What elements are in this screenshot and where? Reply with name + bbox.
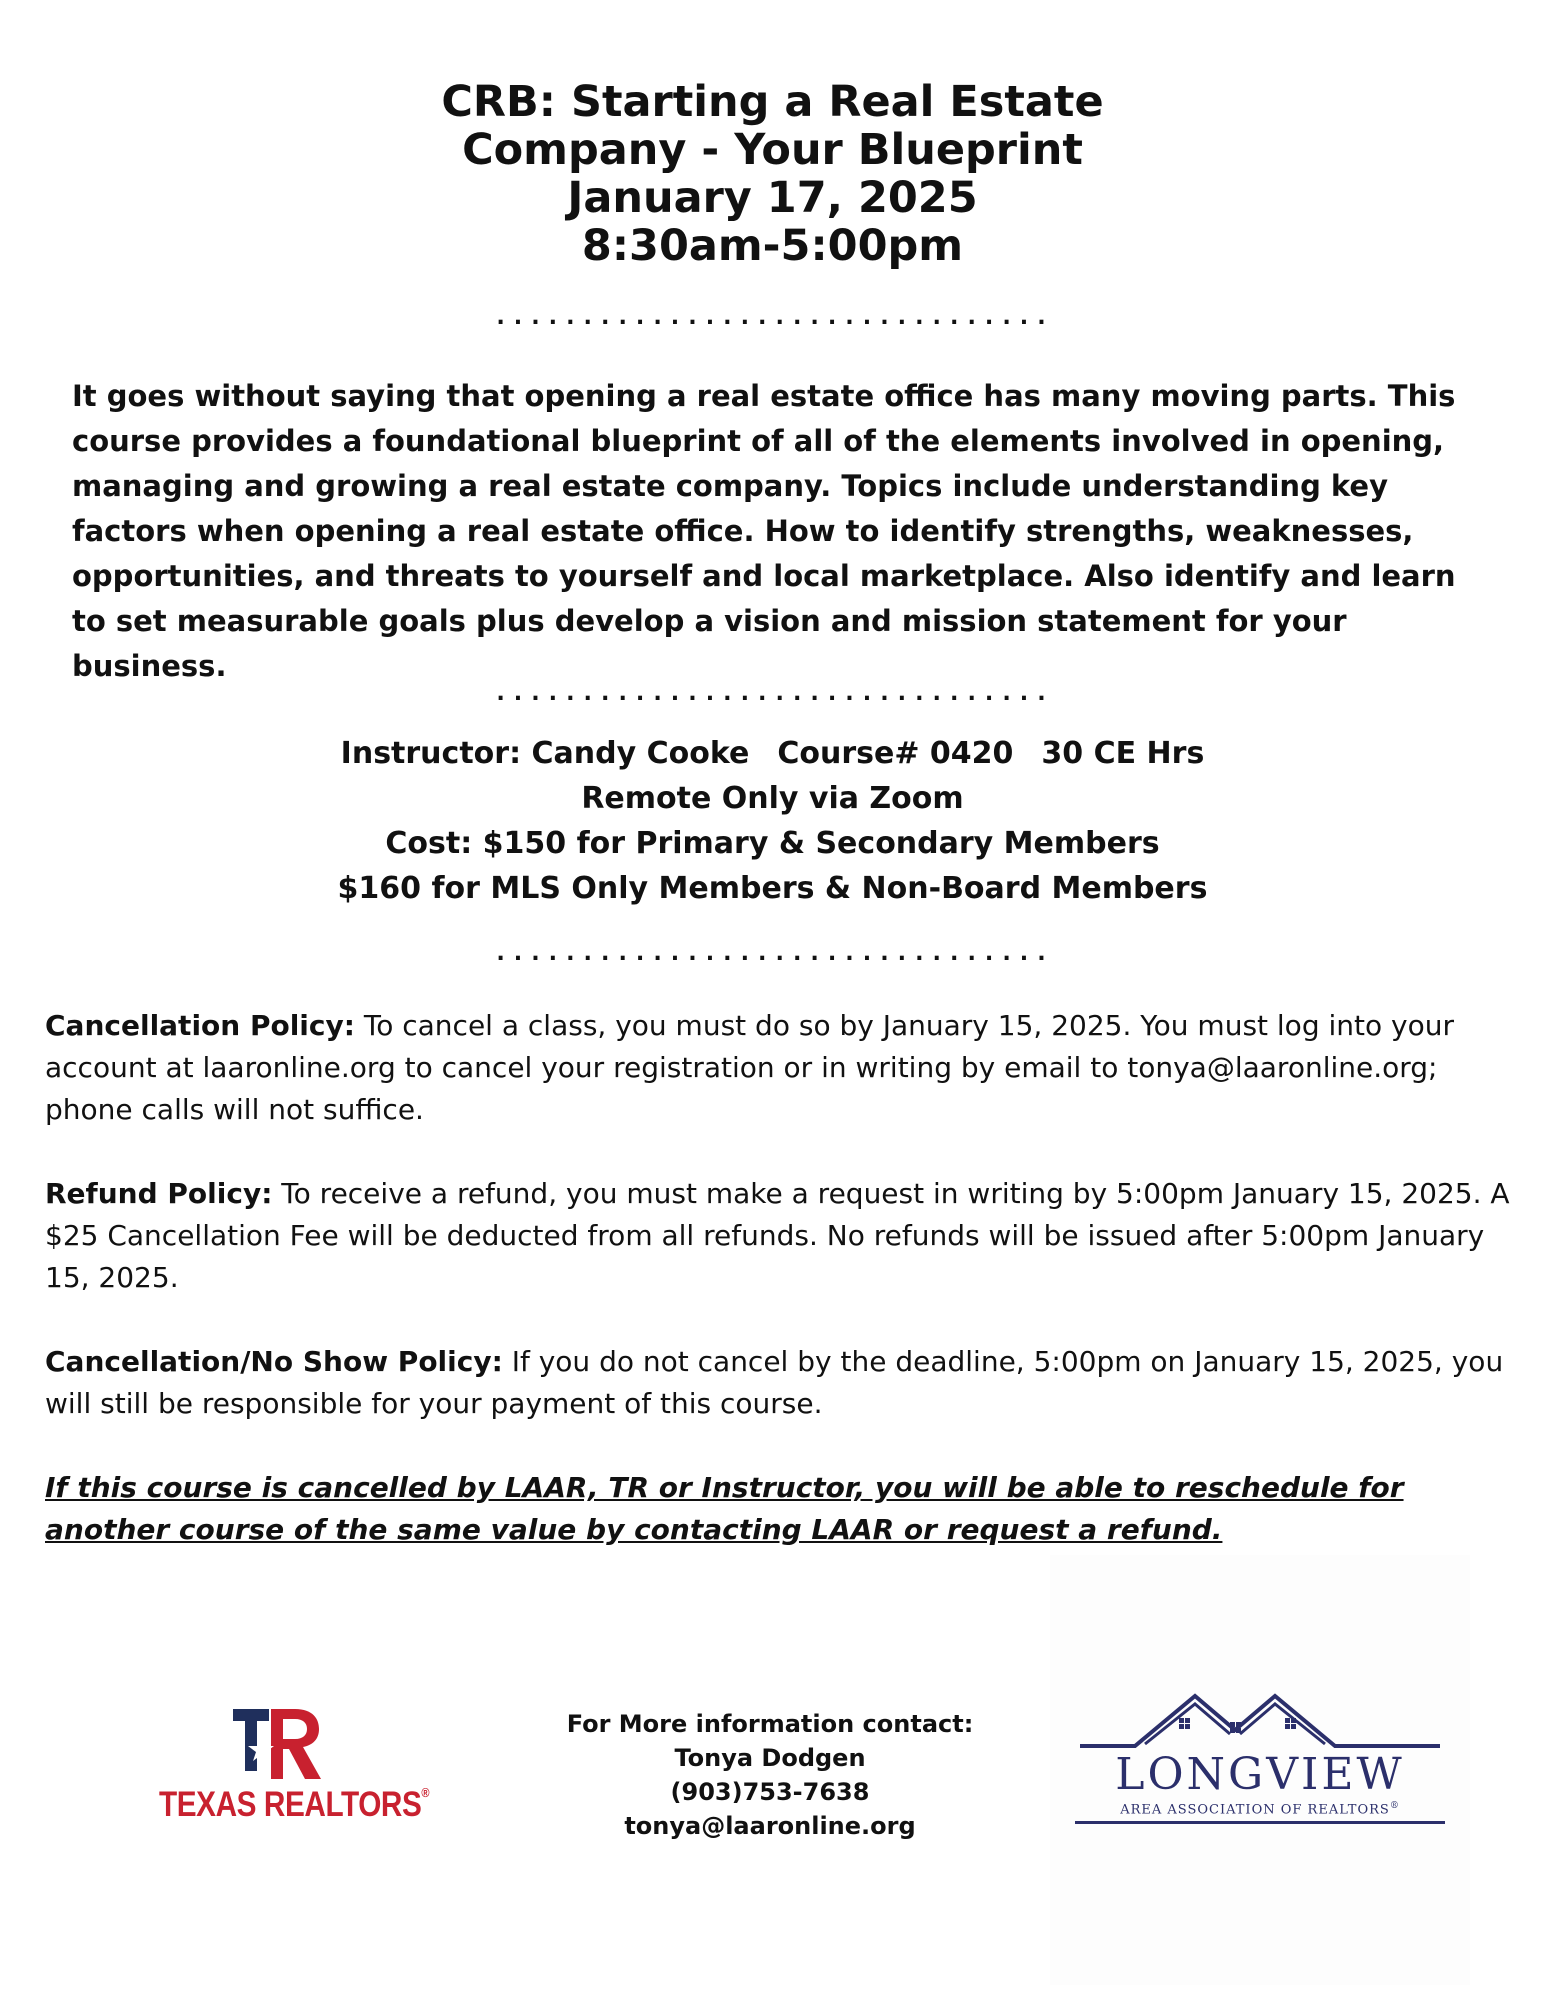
cancellation-policy-text: To cancel a class, you must do so by January 15, 2025. You must log into your account at laaronline.org to cancel your registration or in writing by email to tonya@laaronline.org; phone calls will not suffice. bbox=[45, 1009, 1454, 1126]
cancellation-policy-label: Cancellation Policy: bbox=[45, 1009, 355, 1042]
course-cancelled-note bbox=[45, 1467, 1515, 1551]
policies-section bbox=[45, 1005, 1515, 1593]
contact-name: Tonya Dodgen bbox=[674, 1744, 866, 1772]
delivery-method: Remote Only via Zoom bbox=[581, 781, 964, 816]
ce-hours: 30 CE Hrs bbox=[1041, 736, 1205, 771]
course-title-line-1: CRB: Starting a Real Estate bbox=[441, 77, 1104, 127]
no-show-policy-text: If you do not cancel by the deadline, 5:00pm on January 15, 2025, you will still be responsible for your payment of this course. bbox=[45, 1345, 1504, 1420]
course-info-row-1 bbox=[0, 731, 1545, 776]
contact-phone: (903)753-7638 bbox=[670, 1778, 870, 1806]
contact-email: tonya@laaronline.org bbox=[624, 1812, 916, 1840]
course-cancelled-note-text: If this course is cancelled by LAAR, TR or Instructor, you will be able to reschedule for another course of the same value by contacting LAAR or request a refund. bbox=[45, 1471, 1404, 1546]
no-show-policy-label: Cancellation/No Show Policy: bbox=[45, 1345, 503, 1378]
refund-policy-text: To receive a refund, you must make a request in writing by 5:00pm January 15, 2025. A $25 Cancellation Fee will be deducted from all refunds. No refunds will be issued after 5:00pm January 15, 2025. bbox=[45, 1177, 1510, 1294]
cost-members: Cost: $150 for Primary & Secondary Members bbox=[385, 826, 1160, 861]
texas-realtors-wordmark: TEXAS REALTORS® bbox=[159, 1785, 430, 1824]
texas-realtors-tr-icon bbox=[233, 1705, 323, 1783]
refund-policy-label: Refund Policy: bbox=[45, 1177, 273, 1210]
contact-block bbox=[520, 1707, 1020, 1843]
course-date: January 17, 2025 bbox=[567, 173, 978, 223]
longview-wordmark: LONGVIEW bbox=[1115, 1749, 1405, 1800]
longview-subtitle: AREA ASSOCIATION OF REALTORS® bbox=[1075, 1801, 1445, 1824]
longview-association-logo bbox=[1050, 1555, 1470, 1985]
flyer-header bbox=[0, 78, 1545, 270]
no-show-policy bbox=[45, 1341, 1515, 1425]
course-number: Course# 0420 bbox=[777, 736, 1014, 771]
dotted-separator: ................................ bbox=[493, 302, 1052, 330]
cancellation-policy bbox=[45, 1005, 1515, 1131]
instructor: Instructor: Candy Cooke bbox=[340, 736, 750, 771]
house-roofline-icon bbox=[1075, 1688, 1445, 1750]
course-description: It goes without saying that opening a real estate office has many moving parts. This course provides a foundational blueprint of all of the elements involved in opening, managing and growing a real estate company. Topics include understanding key factors when opening a real estate office. How to identify strengths, weaknesses, opportunities, and threats to yourself and local marketplace. Also identify and learn to set measurable goals plus develop a vision and mission statement for your business. bbox=[72, 379, 1456, 683]
texas-realtors-logo bbox=[138, 1705, 430, 1830]
refund-policy bbox=[45, 1173, 1515, 1299]
cost-non-members: $160 for MLS Only Members & Non-Board Members bbox=[337, 871, 1208, 906]
course-title-line-2: Company - Your Blueprint bbox=[462, 125, 1083, 175]
dotted-separator: ................................ bbox=[493, 938, 1052, 966]
contact-heading: For More information contact: bbox=[566, 1710, 974, 1738]
dotted-separator: ................................ bbox=[493, 678, 1052, 706]
course-time: 8:30am-5:00pm bbox=[581, 221, 964, 271]
course-info bbox=[0, 731, 1545, 911]
